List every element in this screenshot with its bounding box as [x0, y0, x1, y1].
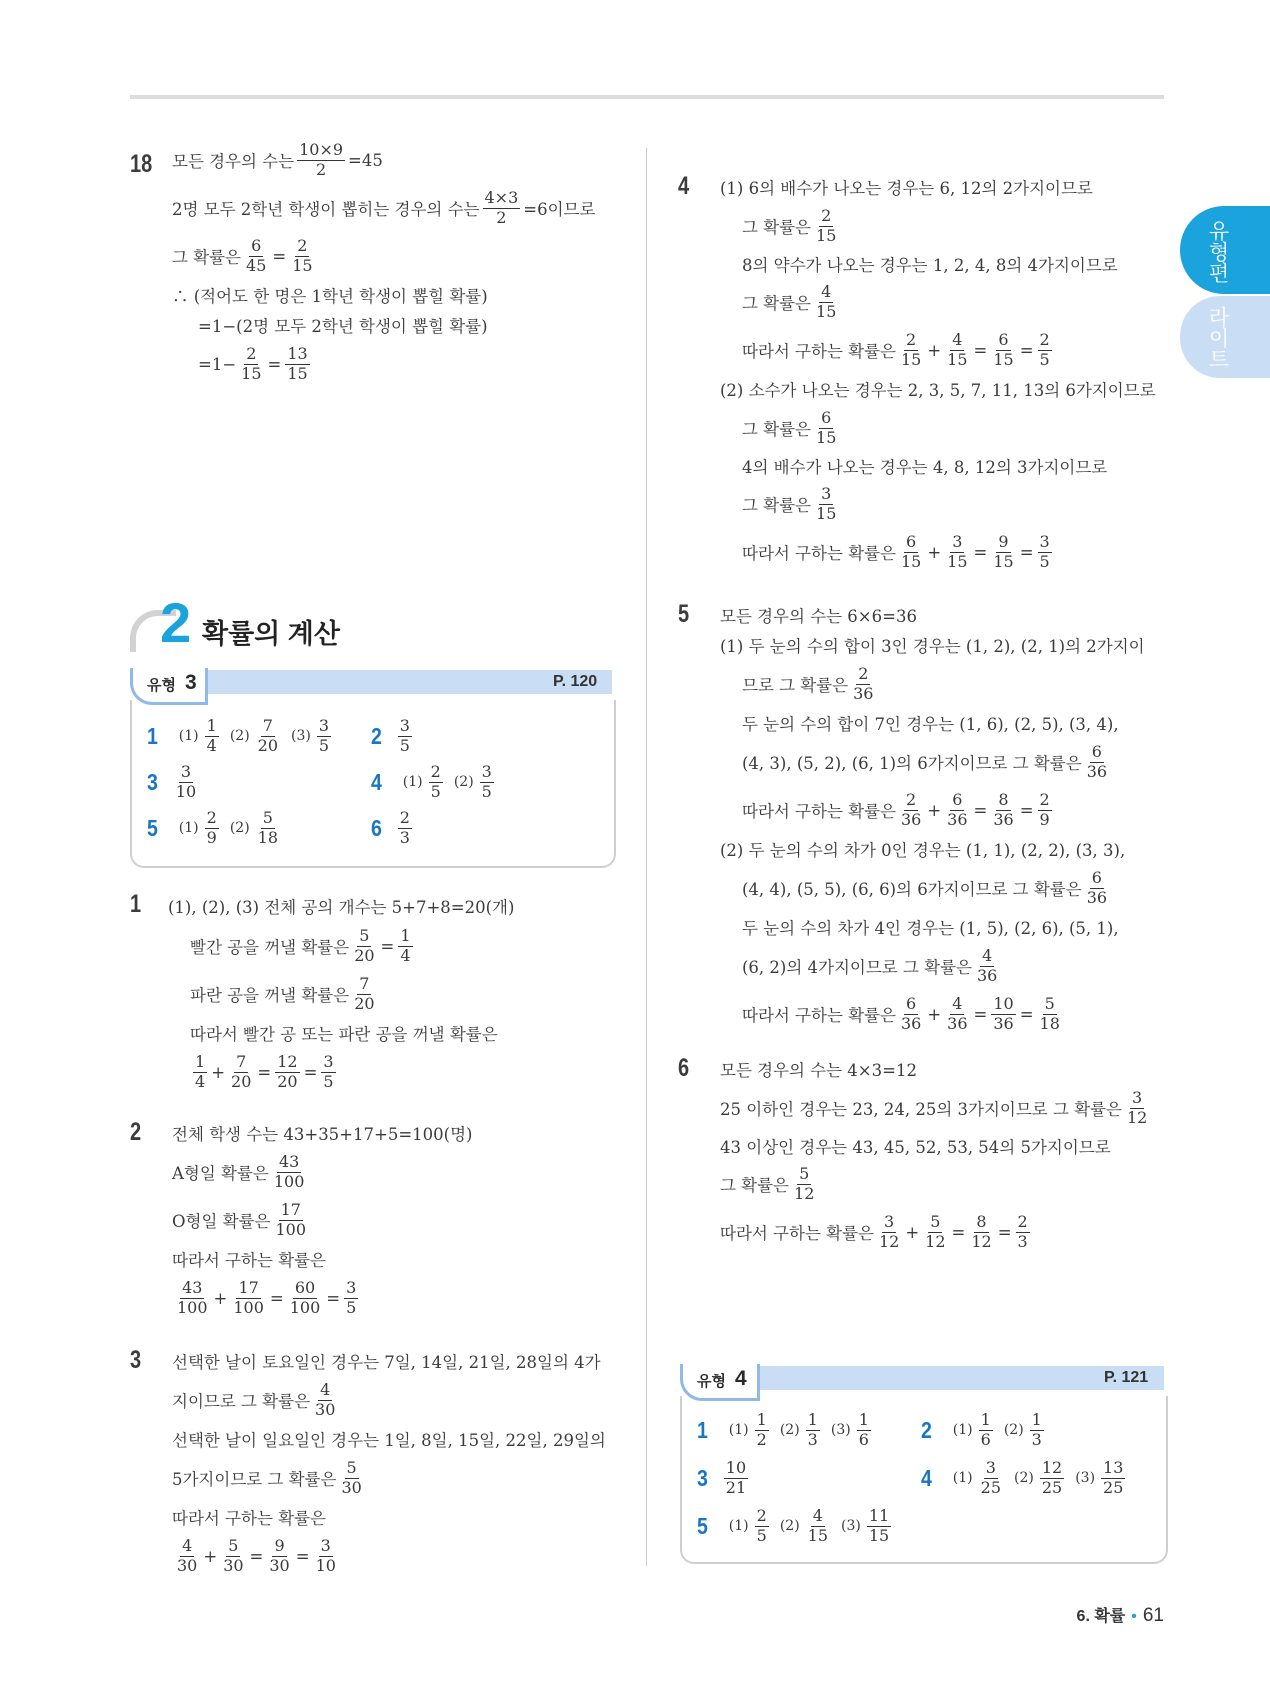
fraction: $\frac{2}{15}$: [241, 343, 262, 383]
answer-item: 3 $\frac{10}{21}$: [696, 1458, 747, 1497]
fraction: $\frac{5}{20}$: [354, 925, 375, 965]
text-line: 모든 경우의 수는 4×3=12: [720, 1061, 917, 1080]
problem-number: 1: [130, 890, 142, 918]
text-line: 25 이하인 경우는 23, 24, 25의 3가지이므로 그 확률은 $\frac{3}{12}$: [720, 1087, 1148, 1127]
answer-item: 1 (1) $\frac{1}{2}$ (2) $\frac{1}{3}$ (3) $\frac{1}{6}$: [696, 1410, 869, 1449]
type-3-page-ref: P. 120: [553, 673, 598, 690]
column-divider: [646, 148, 647, 1566]
text-line: =1− $\frac{2}{15}$ = $\frac{13}{15}$: [198, 343, 308, 383]
answer-item: 2 $\frac{3}{5}$: [370, 716, 410, 755]
text-line: 43 이상인 경우는 43, 45, 52, 53, 54의 5가지이므로: [720, 1138, 1111, 1157]
text-line: 선택한 날이 토요일인 경우는 7일, 14일, 21일, 28일의 4가: [172, 1353, 601, 1372]
chapter-label: 6. 확률: [1076, 1608, 1126, 1625]
text-line: 지이므로 그 확률은 $\frac{4}{30}$: [172, 1379, 336, 1419]
fraction: $\frac{43}{100}$: [273, 1151, 305, 1191]
fraction: $\frac{2}{15}$: [292, 235, 313, 275]
text-line: 두 눈의 수의 합이 7인 경우는 (1, 6), (2, 5), (3, 4),: [742, 715, 1119, 734]
fraction: $\frac{1}{4}$: [400, 925, 411, 965]
text-line: 따라서 구하는 확률은: [172, 1509, 326, 1528]
fraction: $\frac{4\times 3}{2}$: [484, 187, 519, 227]
answer-item: 4 (1) $\frac{3}{25}$ (2) $\frac{12}{25}$ (3) $\frac{13}{25}$: [920, 1458, 1124, 1497]
solution-3: [130, 1346, 630, 1580]
problem-18: [130, 139, 630, 388]
top-rule: [130, 95, 1164, 99]
fraction: $\frac{5}{30}$: [341, 1457, 362, 1497]
problem-number: 4: [678, 172, 690, 200]
text-line: 5가지이므로 그 확률은 $\frac{5}{30}$: [172, 1457, 362, 1497]
text-line: 모든 경우의 수는 6×6=36: [720, 607, 917, 626]
solution-4: [678, 172, 1168, 576]
type-4-badge: 유형 4: [680, 1364, 760, 1401]
text-line: 그 확률은 $\frac{5}{12}$: [720, 1163, 815, 1203]
text-line: 두 눈의 수의 차가 4인 경우는 (1, 5), (2, 6), (5, 1),: [742, 919, 1119, 938]
text-line: $\frac{43}{100}$ + $\frac{17}{100}$ = $\frac{60}{100}$ = $\frac{3}{5}$: [177, 1277, 357, 1317]
text-line: $\frac{4}{30}$ + $\frac{5}{30}$ = $\frac{9}{30}$ = $\frac{3}{10}$: [177, 1535, 336, 1575]
answer-item: 5 (1) $\frac{2}{9}$ (2) $\frac{5}{18}$: [146, 808, 279, 847]
text-line: =1−(2명 모두 2학년 학생이 뽑힐 확률): [198, 317, 488, 336]
text-line: 선택한 날이 일요일인 경우는 1일, 8일, 15일, 22일, 29일의: [172, 1431, 606, 1450]
text-line: 따라서 구하는 확률은: [172, 1251, 326, 1270]
text-line: 전체 학생 수는 43+35+17+5=100(명): [172, 1125, 473, 1144]
side-tab-inactive-label: 라이트: [1206, 306, 1229, 369]
answer-item: 2 (1) $\frac{1}{6}$ (2) $\frac{1}{3}$: [920, 1410, 1042, 1449]
side-tab-inactive[interactable]: [1180, 296, 1270, 378]
text-line: 므로 그 확률은 $\frac{2}{36}$: [742, 663, 874, 703]
text-line: 따라서 구하는 확률은 $\frac{6}{15}$ + $\frac{3}{15}$ = $\frac{9}{15}$ = $\frac{3}{5}$: [742, 531, 1050, 571]
type-3-bar: [160, 670, 612, 694]
fraction: $\frac{10\times 9}{2}$: [299, 139, 344, 179]
text-line: 그 확률은 $\frac{4}{15}$: [742, 281, 837, 321]
text-line: 그 확률은 $\frac{6}{45}$ = $\frac{2}{15}$: [172, 235, 313, 275]
type-4-bar: [710, 1366, 1164, 1390]
fraction: $\frac{6}{45}$: [246, 235, 267, 275]
text-line: 그 확률은 $\frac{3}{15}$: [742, 483, 837, 523]
text-line: 따라서 구하는 확률은 $\frac{2}{36}$ + $\frac{6}{36}$ = $\frac{8}{36}$ = $\frac{2}{9}$: [742, 789, 1050, 829]
solution-1: [130, 890, 630, 1096]
text-line: ∴ (적어도 한 명은 1학년 학생이 뽑힐 확률): [172, 287, 488, 306]
fraction: $\frac{17}{100}$: [275, 1199, 307, 1239]
fraction: $\frac{7}{20}$: [354, 973, 375, 1013]
text-line: 그 확률은 $\frac{6}{15}$: [742, 407, 837, 447]
fraction: $\frac{13}{15}$: [287, 343, 308, 383]
text-line: 따라서 빨간 공 또는 파란 공을 꺼낼 확률은: [190, 1025, 498, 1044]
answer-item: 4 (1) $\frac{2}{5}$ (2) $\frac{3}{5}$: [370, 762, 492, 801]
solution-5: [678, 600, 1168, 1038]
page-number: 61: [1142, 1605, 1164, 1626]
answer-item: 1 (1) $\frac{1}{4}$ (2) $\frac{7}{20}$ (3) $\frac{3}{5}$: [146, 716, 330, 755]
section-number: 2: [160, 591, 192, 654]
text-line: 2명 모두 2학년 학생이 뽑히는 경우의 수는 $\frac{4\times 3}{2}$ =6이므로: [172, 187, 596, 227]
text-line: (1) 6의 배수가 나오는 경우는 6, 12의 2가지이므로: [720, 179, 1093, 198]
problem-number: 3: [130, 1346, 142, 1374]
solution-6: [678, 1054, 1168, 1256]
side-tab-active-label: 유형편: [1206, 220, 1229, 283]
text-line: (2) 소수가 나오는 경우는 2, 3, 5, 7, 11, 13의 6가지이므로: [720, 381, 1156, 400]
answer-item: 5 (1) $\frac{2}{5}$ (2) $\frac{4}{15}$ (3) $\frac{11}{15}$: [696, 1506, 890, 1545]
text-line: (1) 두 눈의 수의 합이 3인 경우는 (1, 2), (2, 1)의 2가지이: [720, 637, 1145, 656]
text-line: (4, 3), (5, 2), (6, 1)의 6가지이므로 그 확률은 $\frac{6}{36}$: [742, 741, 1108, 781]
problem-number: 6: [678, 1054, 690, 1082]
problem-number: 2: [130, 1118, 142, 1146]
footer-dot: •: [1131, 1608, 1137, 1625]
type-4-page-ref: P. 121: [1104, 1369, 1149, 1386]
text-line: 따라서 구하는 확률은 $\frac{3}{12}$ + $\frac{5}{12}$ = $\frac{8}{12}$ = $\frac{2}{3}$: [720, 1211, 1028, 1251]
type-3-badge: 유형 3: [130, 668, 208, 705]
text-line: (1), (2), (3) 전체 공의 개수는 5+7+8=20(개): [168, 898, 515, 917]
text-line: 빨간 공을 꺼낼 확률은 $\frac{5}{20}$ = $\frac{1}{4}$: [190, 925, 411, 965]
answer-item: 3 $\frac{3}{10}$: [146, 762, 197, 801]
text-line: (4, 4), (5, 5), (6, 6)의 6가지이므로 그 확률은 $\frac{6}{36}$: [742, 867, 1108, 907]
text-line: 그 확률은 $\frac{2}{15}$: [742, 205, 837, 245]
text-line: $\frac{1}{4}$ + $\frac{7}{20}$ = $\frac{12}{20}$ = $\frac{3}{5}$: [195, 1051, 334, 1091]
text-line: 따라서 구하는 확률은 $\frac{2}{15}$ + $\frac{4}{15}$ = $\frac{6}{15}$ = $\frac{2}{5}$: [742, 329, 1050, 369]
text-line: O형일 확률은 $\frac{17}{100}$: [172, 1199, 307, 1239]
problem-number: 5: [678, 600, 690, 628]
text-line: A형일 확률은 $\frac{43}{100}$: [172, 1151, 305, 1191]
text-line: (2) 두 눈의 수의 차가 0인 경우는 (1, 1), (2, 2), (3, 3),: [720, 841, 1126, 860]
solution-2: [130, 1118, 630, 1322]
text-line: 파란 공을 꺼낼 확률은 $\frac{7}{20}$: [190, 973, 375, 1013]
text-line: 모든 경우의 수는 $\frac{10\times 9}{2}$ =45: [172, 139, 383, 179]
text-line: 따라서 구하는 확률은 $\frac{6}{36}$ + $\frac{4}{36}$ = $\frac{10}{36}$ = $\frac{5}{18}$: [742, 993, 1060, 1033]
text-line: (6, 2)의 4가지이므로 그 확률은 $\frac{4}{36}$: [742, 945, 998, 985]
text-line: 8의 약수가 나오는 경우는 1, 2, 4, 8의 4가지이므로: [742, 256, 1118, 275]
problem-number: 18: [130, 150, 153, 178]
answer-item: 6 $\frac{2}{3}$: [370, 808, 410, 847]
side-tab-active[interactable]: [1180, 206, 1270, 294]
text-line: 4의 배수가 나오는 경우는 4, 8, 12의 3가지이므로: [742, 458, 1108, 477]
page-footer: [1077, 1603, 1164, 1627]
section-title: 확률의 계산: [202, 619, 340, 649]
fraction: $\frac{4}{30}$: [315, 1379, 336, 1419]
